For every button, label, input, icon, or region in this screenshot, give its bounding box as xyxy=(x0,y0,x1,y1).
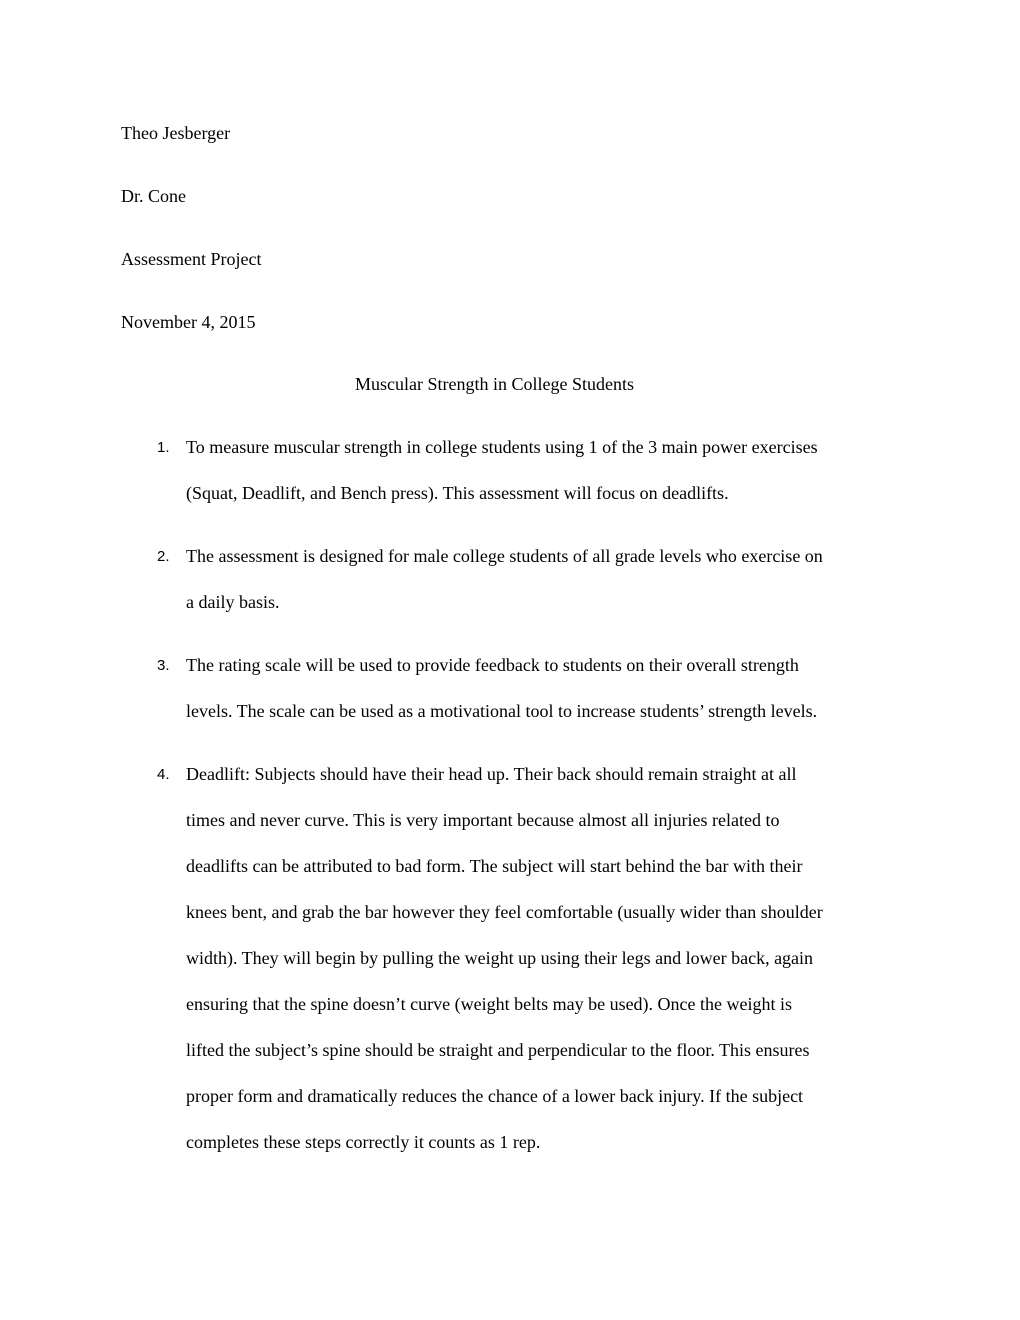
list-item-number: 4. xyxy=(157,766,170,783)
list-item-line: proper form and dramatically reduces the chance of a lower back injury. If the subject xyxy=(186,1086,804,1106)
list-item-line: knees bent, and grab the bar however they feel comfortable (usually wider than shoulder xyxy=(186,902,823,922)
instructor-name: Dr. Cone xyxy=(121,186,186,206)
list-item-line: levels. The scale can be used as a motivational tool to increase students’ strength levels. xyxy=(186,701,818,721)
document-title: Muscular Strength in College Students xyxy=(355,374,634,394)
list-item-number: 1. xyxy=(157,439,170,456)
list-item-line: (Squat, Deadlift, and Bench press). This assessment will focus on deadlifts. xyxy=(186,483,729,503)
list-item-line: The rating scale will be used to provide feedback to students on their overall strength xyxy=(186,655,799,675)
list-item-number: 3. xyxy=(157,657,170,674)
list-item-line: deadlifts can be attributed to bad form. The subject will start behind the bar with their xyxy=(186,856,803,876)
document-date: November 4, 2015 xyxy=(121,312,256,332)
author-name: Theo Jesberger xyxy=(121,123,231,143)
list-item-line: Deadlift: Subjects should have their head up. Their back should remain straight at all xyxy=(186,764,797,784)
list-item-line: To measure muscular strength in college students using 1 of the 3 main power exercises xyxy=(186,437,818,457)
list-item-line: a daily basis. xyxy=(186,592,280,612)
list-item-line: times and never curve. This is very important because almost all injuries related to xyxy=(186,810,780,830)
list-item-line: width). They will begin by pulling the weight up using their legs and lower back, again xyxy=(186,948,814,968)
list-item-line: completes these steps correctly it counts as 1 rep. xyxy=(186,1132,541,1152)
list-item-line: The assessment is designed for male college students of all grade levels who exercise on xyxy=(186,546,823,566)
list-item-line: lifted the subject’s spine should be straight and perpendicular to the floor. This ensures xyxy=(186,1040,810,1060)
course-name: Assessment Project xyxy=(121,249,262,269)
list-item-number: 2. xyxy=(157,548,170,565)
list-item-line: ensuring that the spine doesn’t curve (weight belts may be used). Once the weight is xyxy=(186,994,793,1014)
